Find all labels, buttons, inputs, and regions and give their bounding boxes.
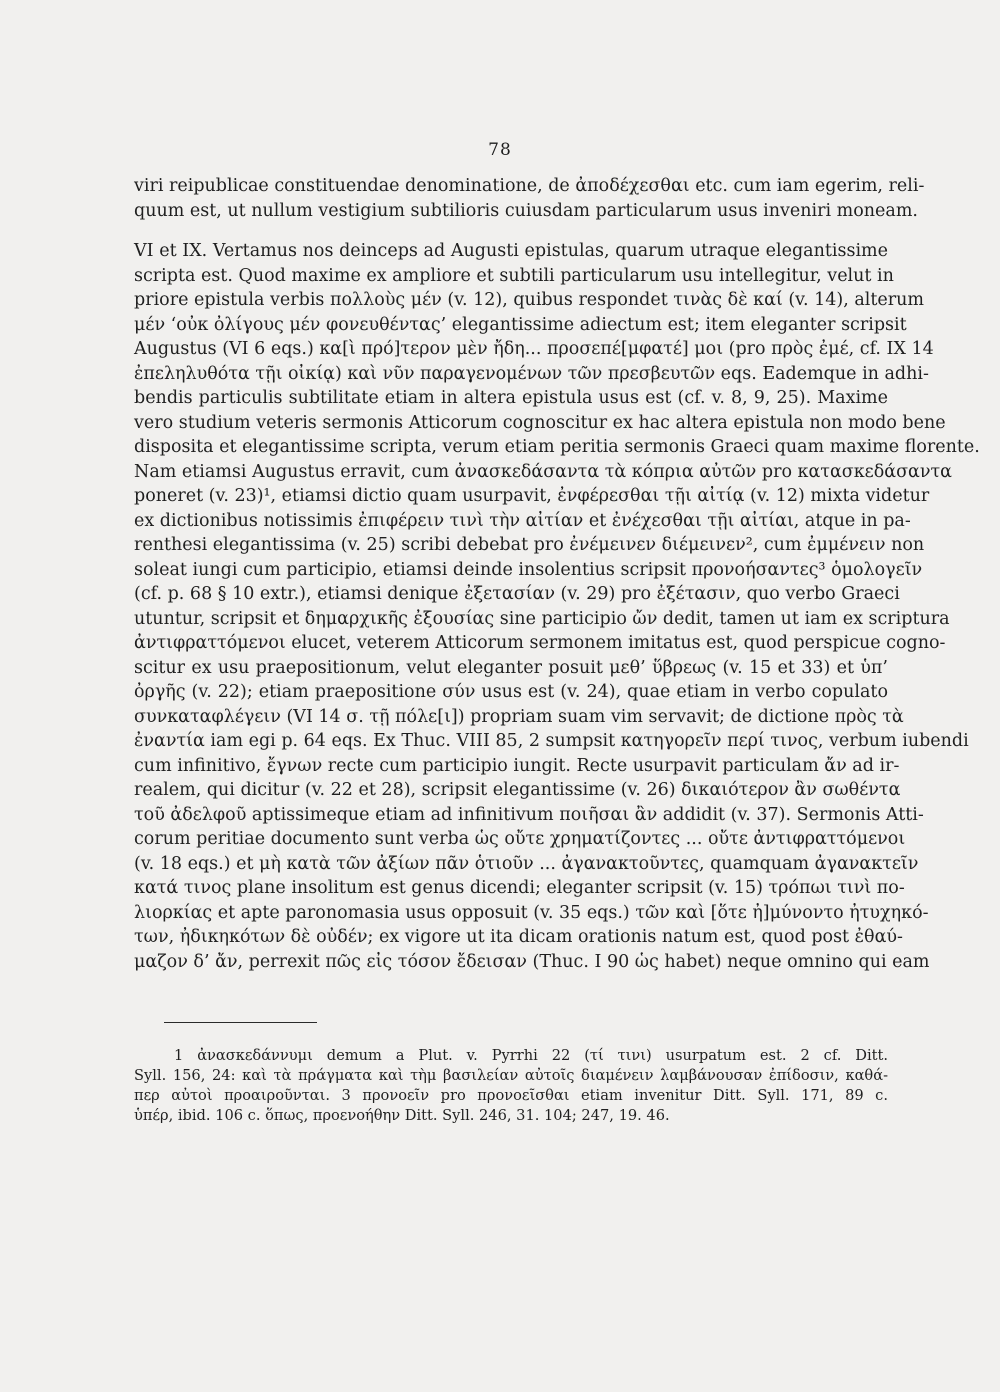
text-line: Augustus (VI 6 eqs.) κα[ὶ πρό]τερον μὲν ἤδη... προσεπέ[μφατέ] μοι (pro πρὸς ἐμέ, cf. IX 14 [134,339,934,359]
text-line: quum est, ut nullum vestigium subtilioris cuiusdam particularum usus inveniri moneam. [134,200,918,221]
text-line: renthesi elegantissima (v. 25) scribi debebat pro ἐνέμεινεν διέμεινεν², cum ἐμμένειν non [134,535,925,555]
body-text [134,174,980,974]
text-line: των, ἠδικηκότων δὲ οὐδέν; ex vigore ut ita dicam orationis natum est, quod post ἐθαύ- [134,927,903,947]
page-number: 78 [488,140,512,160]
footnote-line: ὑπέρ, ibid. 106 c. ὅπως, προενοήθην Ditt. Syll. 246, 31. 104; 247, 19. 46. [134,1107,670,1124]
text-line: scitur ex usu praepositionum, velut eleganter posuit μεθ’ ὕβρεως (v. 15 et 33) et ὑπ’ [134,657,888,678]
footnote-divider [164,1022,317,1023]
text-line: Nam etiamsi Augustus erravit, cum ἀνασκεδάσαντα τὰ κόπρια αὐτῶν pro κατασκεδάσαντα [134,461,952,482]
text-line: (cf. p. 68 § 10 extr.), etiamsi denique ἐξετασίαν (v. 29) pro ἐξέτασιν, quo verbo Graeci [134,584,900,604]
text-line: realem, qui dicitur (v. 22 et 28), scripsit elegantissime (v. 26) δικαιότερον ἂν σωθέντα [134,780,901,800]
text-line: ὀργῆς (v. 22); etiam praepositione σύν usus est (v. 24), quae etiam in verbo copulato [134,682,888,702]
text-line: (v. 18 eqs.) et μὴ κατὰ τῶν ἀξίων πᾶν ὁτιοῦν ... ἀγανακτοῦντες, quamquam ἀγανακτεῖν [134,853,919,874]
text-line: κατά τινος plane insolitum est genus dicendi; eleganter scripsit (v. 15) τρόπωι τινὶ πο- [134,878,905,898]
text-line: τοῦ ἀδελφοῦ aptissimeque etiam ad infinitivum ποιῆσαι ἂν addidit (v. 37). Sermonis Atti- [134,804,924,825]
text-line: viri reipublicae constituendae denominatione, de ἀποδέχεσθαι etc. cum iam egerim, reli- [134,176,925,196]
text-line: ἀντιφραττόμενοι elucet, veterem Atticorum sermonem imitatus est, quod perspicue cogno- [134,633,946,653]
text-line: disposita et elegantissime scripta, verum etiam peritia sermonis Graeci quam maxime florente. [134,437,980,457]
text-line: bendis particulis subtilitate etiam in altera epistula usus est (cf. v. 8, 9, 25). Maxime [134,388,888,408]
footnote-line: περ αὐτοὶ προαιροῦνται. 3 προνοεῖν pro προνοεῖσθαι etiam invenitur Ditt. Syll. 171, 89 c. [134,1087,888,1104]
text-line: poneret (v. 23)¹, etiamsi dictio quam usurpavit, ἐνφέρεσθαι τῇι αἰτίᾳ (v. 12) mixta videtur [134,486,930,506]
text-line: μέν ‘οὐκ ὀλίγους μέν φονευθέντας’ elegantissime adiectum est; item eleganter scripsit [134,314,907,335]
text-line: VI et IX. Vertamus nos deinceps ad Augusti epistulas, quarum utraque elegantissime [134,241,888,261]
text-line: ἐναντία iam egi p. 64 eqs. Ex Thuc. VIII 85, 2 sumpsit κατηγορεῖν περί τινος, verbum iubendi [134,731,969,751]
text-line: soleat iungi cum participio, etiamsi deinde insolentius scripsit προνοήσαντες³ ὁμολογεῖν [134,559,923,580]
text-line: vero studium veteris sermonis Atticorum cognoscitur ex hac altera epistula non modo bene [134,412,946,433]
footnote-line: Syll. 156, 24: καὶ τὰ πράγματα καὶ τὴμ βασιλείαν αὐτοῖς διαμένειν λαμβάνουσαν ἐπίδοσιν, καθά- [134,1067,888,1084]
text-line: μαζον δ’ ἄν, perrexit πῶς εἰς τόσον ἔδεισαν (Thuc. I 90 ὡς habet) neque omnino qui eam [134,951,930,972]
footnotes [134,1046,888,1126]
text-line: συνκαταφλέγειν (VI 14 σ. τῇ πόλε[ι]) propriam suam vim servavit; de dictione πρὸς τὰ [134,706,904,727]
text-line: utuntur, scripsit et δημαρχικῆς ἐξουσίας sine participio ὤν dedit, tamen ut iam ex scriptura [134,608,950,629]
text-line: scripta est. Quod maxime ex ampliore et subtili particularum usu intellegitur, velut in [134,265,894,286]
paragraph-gap [134,223,888,239]
text-line: λιορκίας et apte paronomasia usus opposuit (v. 35 eqs.) τῶν καὶ [ὅτε ἠ]μύνοντο ἠτυχηκό- [134,902,929,923]
text-line: ex dictionibus notissimis ἐπιφέρειν τινὶ τὴν αἰτίαν et ἐνέχεσθαι τῇι αἰτίαι, atque in pa- [134,510,911,531]
text-line: priore epistula verbis πολλοὺς μέν (v. 12), quibus respondet τινὰς δὲ καί (v. 14), alterum [134,290,924,310]
text-line: cum infinitivo, ἔγνων recte cum participio iungit. Recte usurpavit particulam ἄν ad ir- [134,755,900,776]
text-line: ἐπεληλυθότα τῇι οἰκίᾳ) καὶ νῦν παραγενομένων τῶν πρεσβευτῶν eqs. Eademque in adhi- [134,363,929,384]
footnote-line: 1 ἀνασκεδάννυμι demum a Plut. v. Pyrrhi 22 (τί τινι) usurpatum est. 2 cf. Ditt. [174,1047,888,1064]
text-line: corum peritiae documento sunt verba ὡς οὔτε χρηματίζοντες ... οὔτε ἀντιφραττόμενοι [134,829,906,849]
